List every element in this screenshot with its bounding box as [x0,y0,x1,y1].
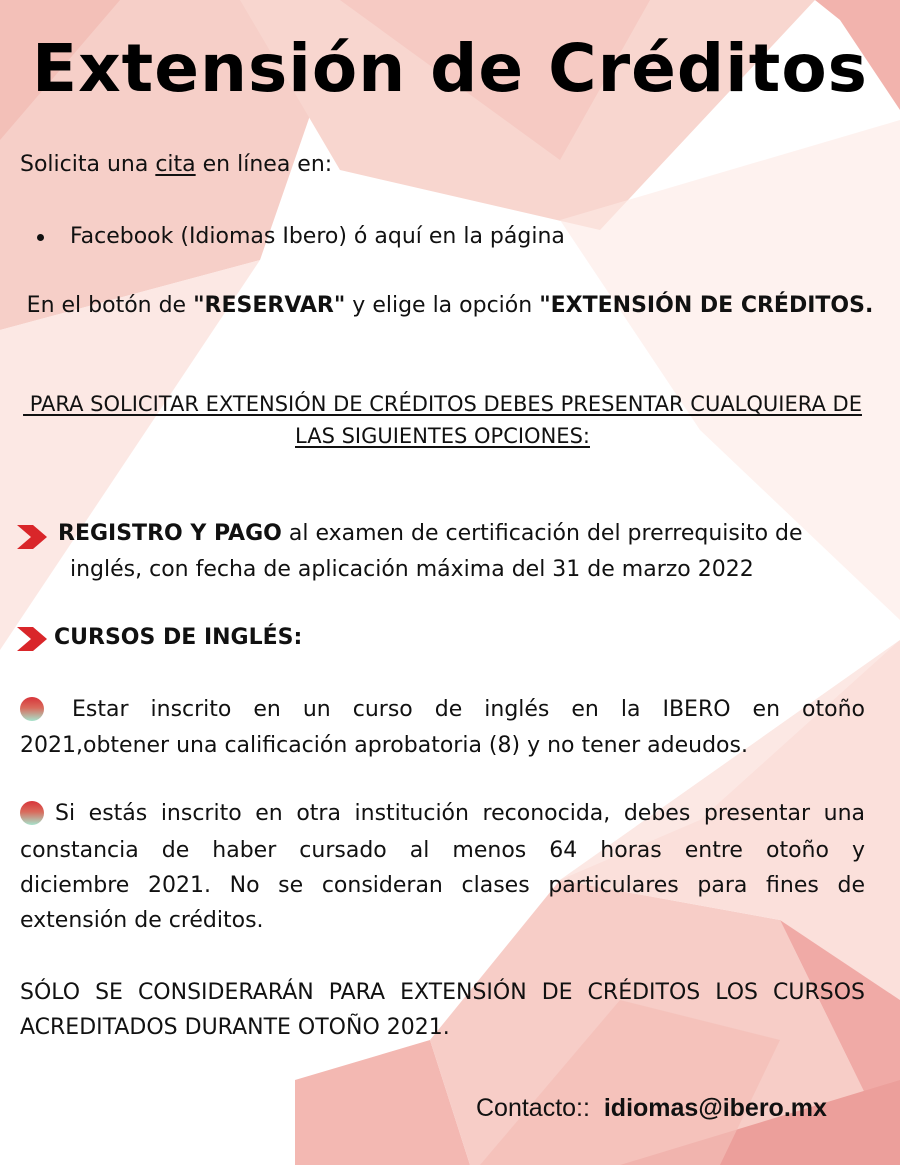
red-chevron-arrow-icon [17,525,51,549]
intro-prefix: Solicita una [20,152,156,177]
contact-email-link[interactable]: idiomas@ibero.mx [603,1094,827,1122]
requirements-heading-line1: PARA SOLICITAR EXTENSIÓN DE CRÉDITOS DEBES PRESENTAR CUALQUIERA DE [23,392,862,416]
intro-text [20,148,332,182]
reserve-instructions [0,289,900,323]
notice-line1: SÓLO SE CONSIDERARÁN PARA EXTENSIÓN DE CRÉDITOS LOS CURSOS [20,980,865,1005]
gradient-circle-bullet-icon [20,801,44,825]
bullet-dot-icon [37,234,44,241]
contact-line [476,1094,827,1123]
course2-line2: constancia de haber cursado al menos 64 horas entre otoño y [20,838,865,863]
notice-line2: ACREDITADOS DURANTE OTOÑO 2021. [20,1015,450,1040]
red-chevron-arrow-icon [17,627,51,651]
reservar-keyword: "RESERVAR" [193,293,346,318]
option-cursos-ingles: CURSOS DE INGLÉS: [54,625,303,650]
course2-line3: diciembre 2021. No se consideran clases particulares para fines de [20,873,865,898]
intro-suffix: en línea en: [195,152,333,177]
bullet-facebook: Facebook (Idiomas Ibero) ó aquí en la página [70,224,565,249]
course1-line2: 2021,obtener una calificación aprobatoria (8) y no tener adeudos. [20,733,748,758]
course2-line1: Si estás inscrito en otra institución reconocida, debes presentar una [55,801,865,826]
requirements-heading-line2: LAS SIGUIENTES OPCIONES: [295,424,590,448]
registro-pago-keyword: REGISTRO Y PAGO [58,521,282,546]
gradient-circle-bullet-icon [20,697,44,721]
option1-line2: inglés, con fecha de aplicación máxima del 31 de marzo 2022 [70,557,754,582]
extension-option-keyword: "EXTENSIÓN DE CRÉDITOS. [539,293,874,318]
option1-text: al examen de certificación del prerrequisito de [281,521,803,546]
course2-line4: extensión de créditos. [20,908,264,933]
course1-line1: Estar inscrito en un curso de inglés en la IBERO en otoño [72,697,865,722]
instructions-text-1: En el botón de [26,293,194,318]
contact-label: Contacto:: [476,1094,590,1122]
instructions-text-2: y elige la opción [345,293,540,318]
option-registro-pago [58,517,803,551]
page-title: Extensión de Créditos [32,30,868,107]
requirements-heading [0,388,885,452]
cita-link[interactable]: cita [155,152,196,177]
